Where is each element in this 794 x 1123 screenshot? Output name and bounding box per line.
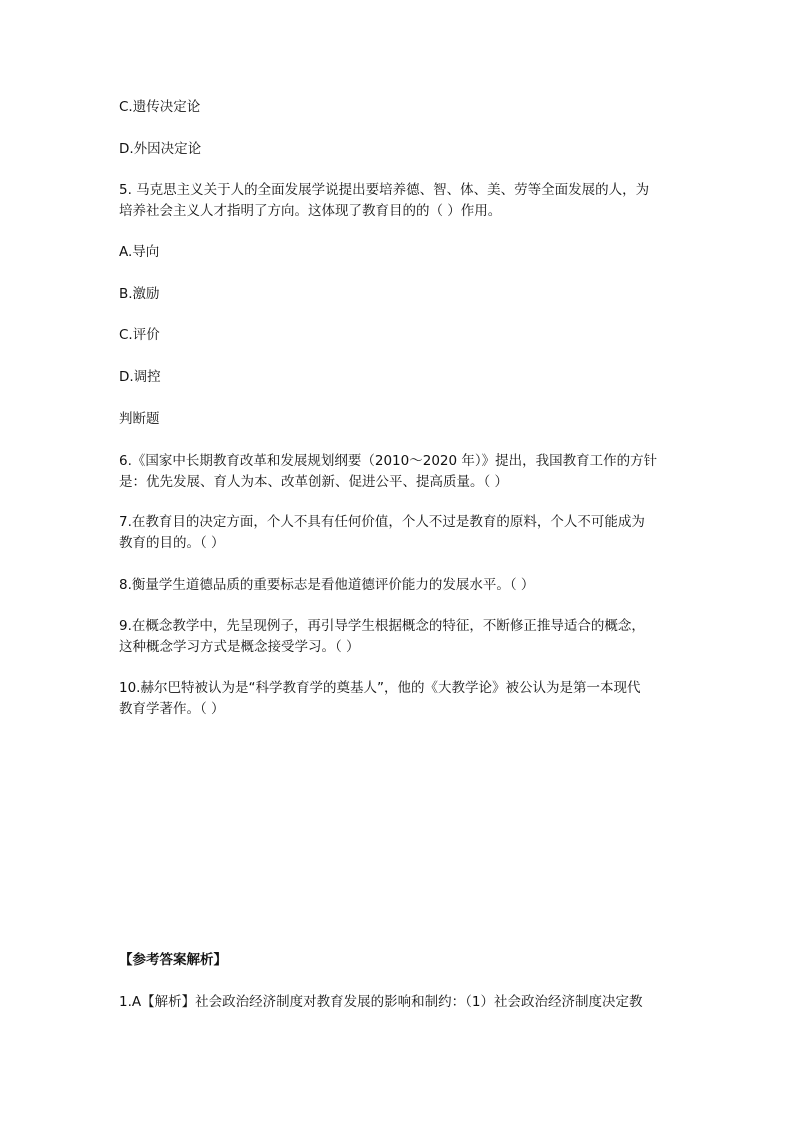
question-5 (119, 180, 679, 222)
question-9-line-2: 这种概念学习方式是概念接受学习。（ ） (119, 639, 360, 655)
question-10-line-1: 10.赫尔巴特被认为是“科学教育学的奠基人”，他的《大教学论》被公认为是第一本现代 (119, 680, 641, 696)
question-5-option-c: C.评价 (119, 327, 160, 343)
question-8: 8.衡量学生道德品质的重要标志是看他道德评价能力的发展水平。（ ） (119, 577, 535, 593)
option-c-previous: C.遗传决定论 (119, 99, 201, 115)
question-5-option-b: B.激励 (119, 286, 160, 302)
question-5-option-a: A.导向 (119, 244, 160, 260)
question-10 (119, 678, 679, 720)
question-6-line-2: 是：优先发展、育人为本、改革创新、促进公平、提高质量。（ ） (119, 474, 509, 490)
question-5-line-1: 5. 马克思主义关于人的全面发展学说提出要培养德、智、体、美、劳等全面发展的人，为 (119, 182, 650, 198)
section-title-true-false: 判断题 (119, 411, 160, 427)
question-5-line-2: 培养社会主义人才指明了方向。这体现了教育目的的（ ）作用。 (119, 203, 502, 219)
answer-1-explanation: 1.A【解析】社会政治经济制度对教育发展的影响和制约：（1）社会政治经济制度决定教 (119, 994, 643, 1010)
question-7-line-2: 教育的目的。（ ） (119, 535, 225, 551)
question-6 (119, 451, 679, 493)
question-10-line-2: 教育学著作。（ ） (119, 701, 225, 717)
question-9 (119, 616, 679, 658)
question-7-line-1: 7.在教育目的决定方面，个人不具有任何价值，个人不过是教育的原料，个人不可能成为 (119, 514, 645, 530)
question-9-line-1: 9.在概念教学中，先呈现例子，再引导学生根据概念的特征，不断修正推导适合的概念， (119, 618, 645, 634)
answer-section-header: 【参考答案解析】 (119, 952, 227, 968)
question-5-option-d: D.调控 (119, 369, 161, 385)
question-6-line-1: 6.《国家中长期教育改革和发展规划纲要（2010～2020 年）》提出，我国教育工作的方针 (119, 453, 658, 469)
option-d-previous: D.外因决定论 (119, 141, 202, 157)
question-7 (119, 512, 679, 554)
